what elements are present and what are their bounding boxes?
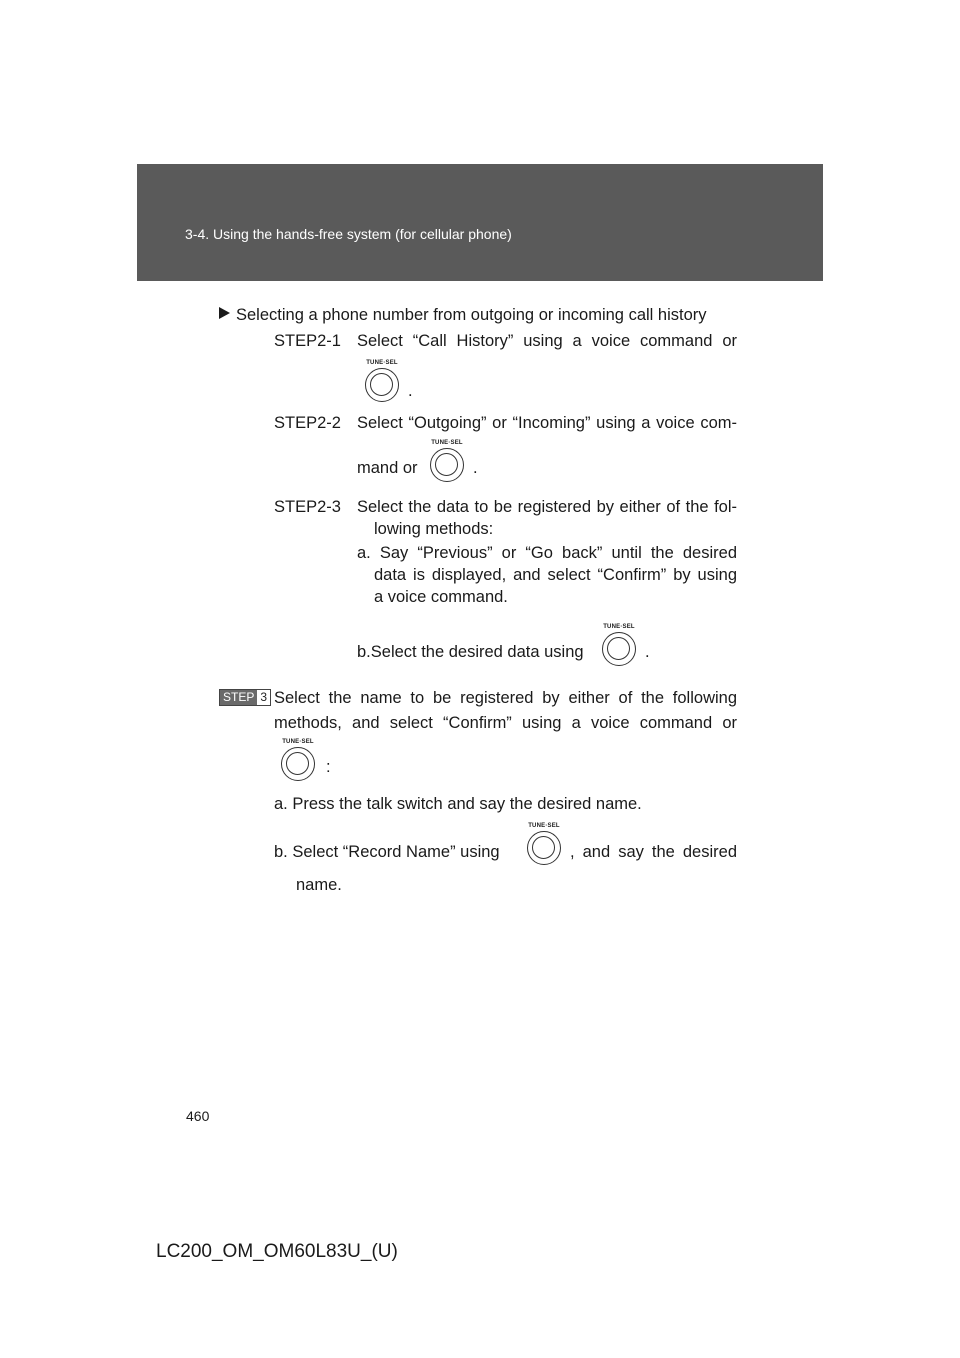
option-a-text: data is displayed, and select “Confirm” by using xyxy=(374,566,737,584)
step-3-text: : xyxy=(326,758,331,776)
step-label: STEP2-2 xyxy=(274,414,341,432)
tune-sel-knob-icon: TUNE·SEL xyxy=(425,439,469,487)
tune-sel-knob-icon: TUNE·SEL xyxy=(360,359,404,407)
step-3-text: Select the name to be registered by either of the following xyxy=(274,689,737,707)
step-text: mand or xyxy=(357,459,418,477)
step-label: STEP2-1 xyxy=(274,332,341,350)
option-b-text: b. Select “Record Name” using xyxy=(274,843,500,861)
triangle-bullet-icon xyxy=(219,307,230,319)
step-text: . xyxy=(408,382,413,400)
document-code: LC200_OM_OM60L83U_(U) xyxy=(156,1241,398,1262)
step-text: Select the data to be registered by either of the fol- xyxy=(357,498,737,516)
tune-sel-knob-icon: TUNE·SEL xyxy=(276,738,320,786)
subsection-heading: Selecting a phone number from outgoing or incoming call history xyxy=(219,305,707,325)
option-a-text: a voice command. xyxy=(374,588,508,606)
tune-sel-knob-icon: TUNE·SEL xyxy=(597,623,641,671)
option-b-text: b.Select the desired data using xyxy=(357,643,584,661)
step-text: Select “Call History” using a voice command or xyxy=(357,332,737,350)
step-3-badge: STEP 3 xyxy=(219,689,271,706)
step-text: Select “Outgoing” or “Incoming” using a voice com- xyxy=(357,414,737,432)
option-a-text: a. Press the talk switch and say the desired name. xyxy=(274,795,642,813)
tune-sel-knob-icon: TUNE·SEL xyxy=(522,822,566,870)
option-b-text: , and say the desired xyxy=(570,843,737,861)
step-text: . xyxy=(473,459,478,477)
option-b-text: . xyxy=(645,643,650,661)
section-header-bar xyxy=(137,164,823,281)
option-a-text: a. Say “Previous” or “Go back” until the desired xyxy=(357,544,737,562)
page-number: 460 xyxy=(186,1108,210,1124)
section-title: 3-4. Using the hands-free system (for cellular phone) xyxy=(185,226,512,242)
step-text: lowing methods: xyxy=(374,520,494,538)
step-label: STEP2-3 xyxy=(274,498,341,516)
step-3-text: methods, and select “Confirm” using a voice command or xyxy=(274,714,737,732)
option-b-text: name. xyxy=(296,876,342,894)
